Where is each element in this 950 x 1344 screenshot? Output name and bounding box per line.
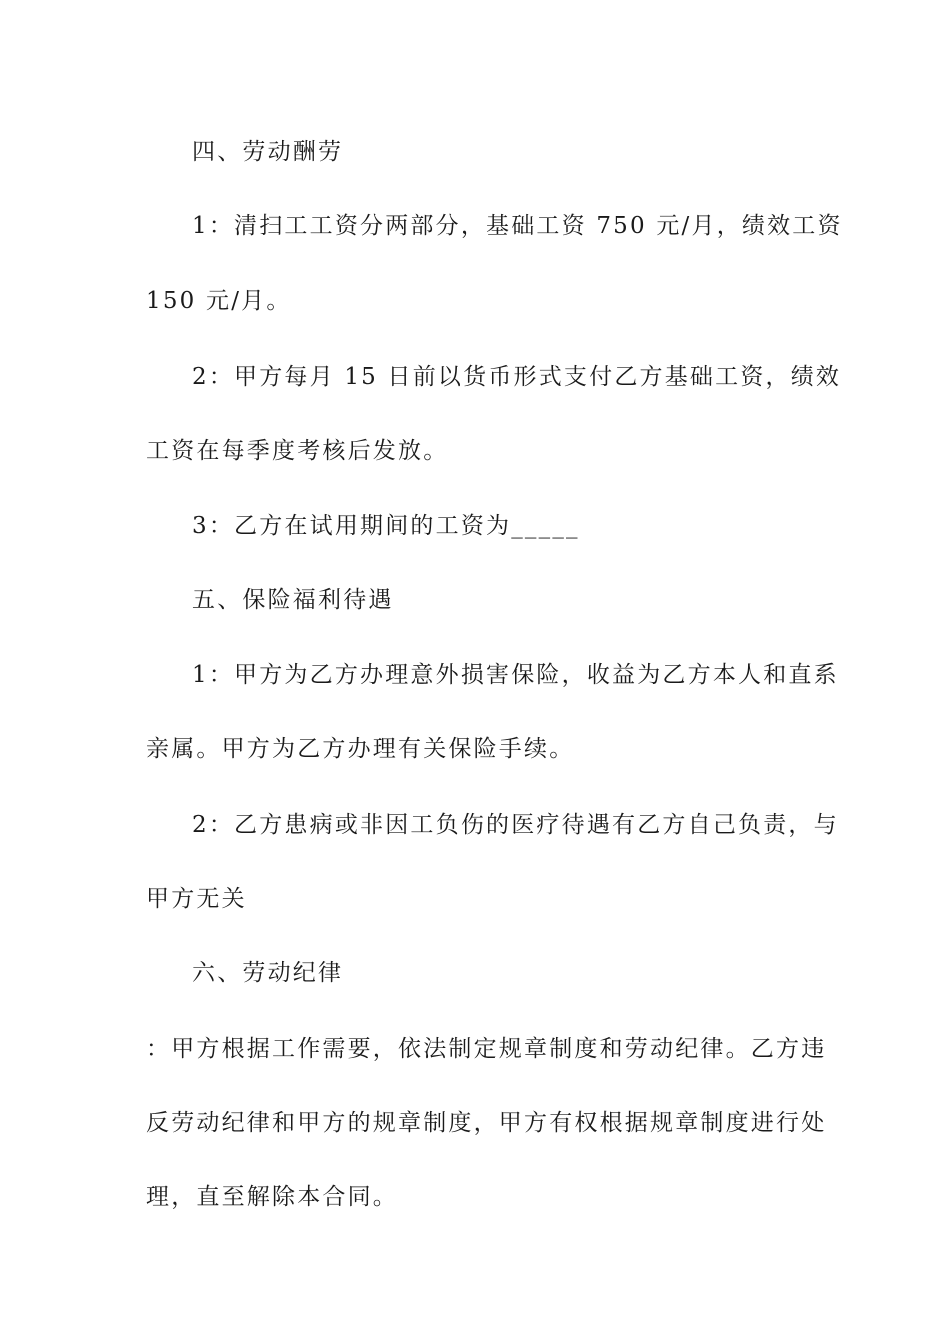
paragraph-line: 理，直至解除本合同。 — [146, 1184, 398, 1210]
paragraph-line: 反劳动纪律和甲方的规章制度，甲方有权根据规章制度进行处 — [146, 1110, 827, 1136]
paragraph-line: 2：乙方患病或非因工负伤的医疗待遇有乙方自己负责，与 — [192, 812, 839, 838]
paragraph-line: 工资在每季度考核后发放。 — [146, 438, 449, 464]
paragraph-line: ：甲方根据工作需要，依法制定规章制度和劳动纪律。乙方违 — [146, 1036, 827, 1062]
paragraph-line: 1：甲方为乙方办理意外损害保险，收益为乙方本人和直系 — [192, 662, 839, 688]
paragraph-line: 甲方无关 — [146, 886, 247, 912]
paragraph-line: 150 元/月。 — [146, 288, 292, 314]
section-heading-remuneration: 四、劳动酬劳 — [192, 139, 344, 165]
paragraph-line: 1：清扫工工资分两部分，基础工资 750 元/月，绩效工资 — [192, 213, 843, 239]
paragraph-line: 亲属。甲方为乙方办理有关保险手续。 — [146, 736, 575, 762]
paragraph-line: 3：乙方在试用期间的工资为_____ — [192, 513, 580, 539]
section-heading-labor-discipline: 六、劳动纪律 — [192, 960, 344, 986]
paragraph-line: 2：甲方每月 15 日前以货币形式支付乙方基础工资，绩效 — [192, 364, 842, 390]
section-heading-insurance-benefits: 五、保险福利待遇 — [192, 587, 394, 613]
